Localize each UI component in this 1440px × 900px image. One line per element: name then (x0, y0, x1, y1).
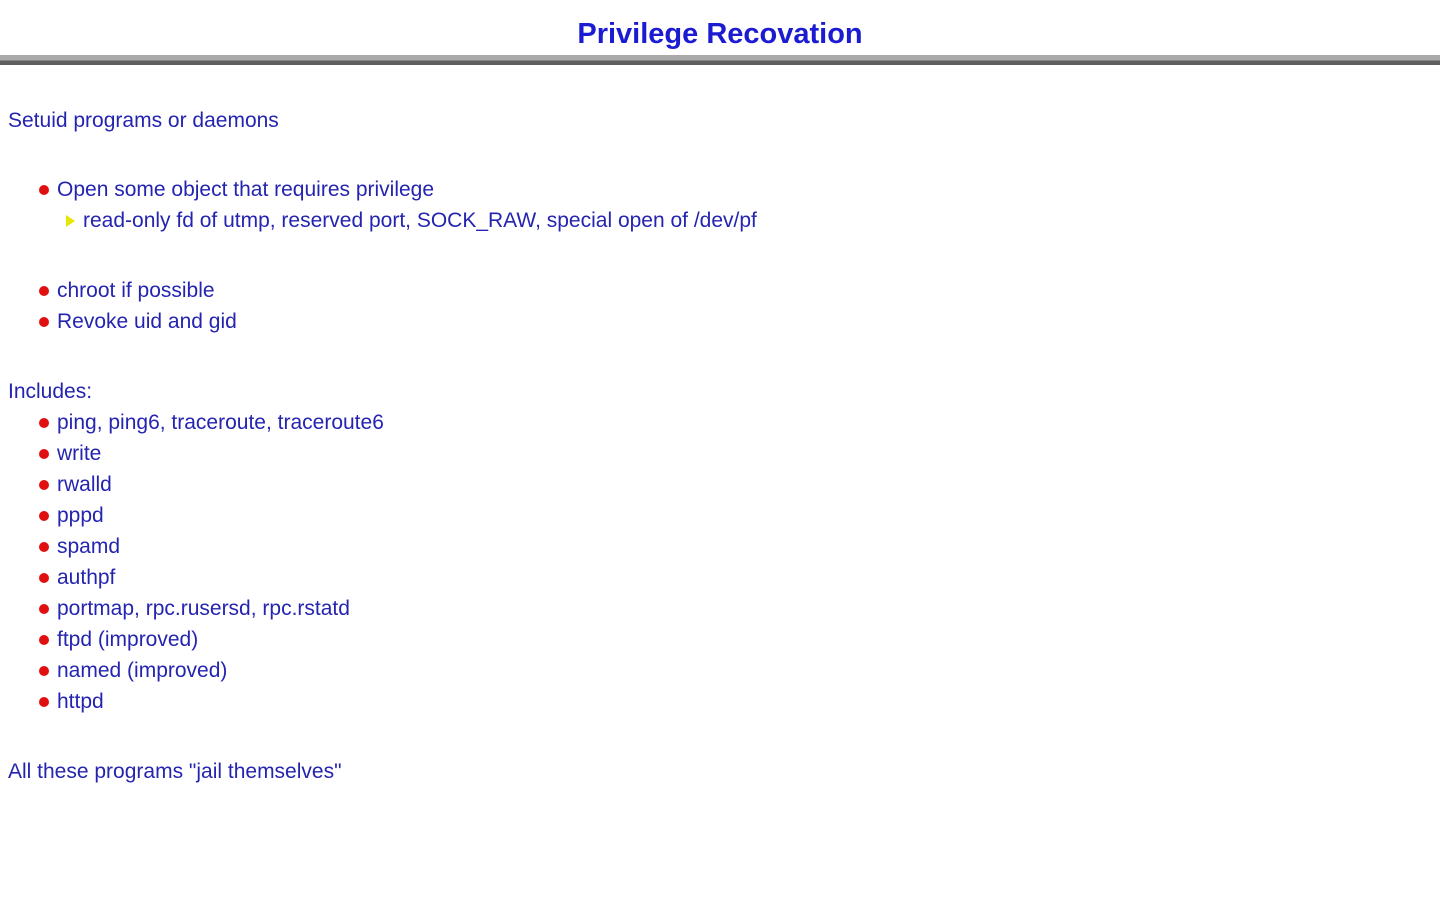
closing-text: All these programs "jail themselves" (8, 760, 342, 783)
list-item-label: named (improved) (57, 659, 228, 682)
list-item (8, 469, 1440, 500)
red-bullet-icon (39, 604, 49, 614)
list-item (8, 562, 1440, 593)
red-bullet-icon (39, 286, 49, 296)
list-item-label: pppd (57, 504, 104, 527)
list-item (8, 407, 1440, 438)
list-item-label: httpd (57, 690, 104, 713)
red-bullet-icon (39, 449, 49, 459)
red-bullet-icon (39, 317, 49, 327)
red-bullet-icon (39, 573, 49, 583)
list-item-label: portmap, rpc.rusersd, rpc.rstatd (57, 597, 350, 620)
slide-title: Privilege Recovation (577, 18, 863, 50)
list-item (8, 624, 1440, 655)
intro-text: Setuid programs or daemons (8, 109, 279, 132)
main-bullet-list-continued (8, 275, 1440, 337)
list-item (8, 686, 1440, 717)
yellow-triangle-bullet-icon (66, 215, 75, 227)
list-item (8, 275, 1440, 306)
slide-content (0, 105, 1440, 787)
red-bullet-icon (39, 666, 49, 676)
red-bullet-icon (39, 542, 49, 552)
list-item-label: ping, ping6, traceroute, traceroute6 (57, 411, 384, 434)
list-item-label: authpf (57, 566, 116, 589)
list-item-label: rwalld (57, 473, 112, 496)
list-item-label: write (57, 442, 102, 465)
red-bullet-icon (39, 635, 49, 645)
list-item-label: Open some object that requires privilege (57, 178, 435, 201)
list-item (8, 438, 1440, 469)
list-item-label: Revoke uid and gid (57, 310, 237, 333)
main-bullet-list (8, 174, 1440, 205)
includes-heading: Includes: (8, 380, 93, 403)
list-item (8, 174, 1440, 205)
list-item-label: chroot if possible (57, 279, 215, 302)
includes-list (8, 407, 1440, 717)
red-bullet-icon (39, 185, 49, 195)
list-item (8, 593, 1440, 624)
list-item (8, 531, 1440, 562)
list-item-label: spamd (57, 535, 121, 558)
red-bullet-icon (39, 697, 49, 707)
list-item (8, 655, 1440, 686)
sub-list-item (8, 205, 1440, 236)
title-horizontal-rule (0, 55, 1440, 65)
red-bullet-icon (39, 511, 49, 521)
list-item (8, 500, 1440, 531)
list-item (8, 306, 1440, 337)
sub-list-item-label: read-only fd of utmp, reserved port, SOCK_RAW, special open of /dev/pf (83, 209, 757, 232)
red-bullet-icon (39, 480, 49, 490)
list-item-label: ftpd (improved) (57, 628, 199, 651)
red-bullet-icon (39, 418, 49, 428)
